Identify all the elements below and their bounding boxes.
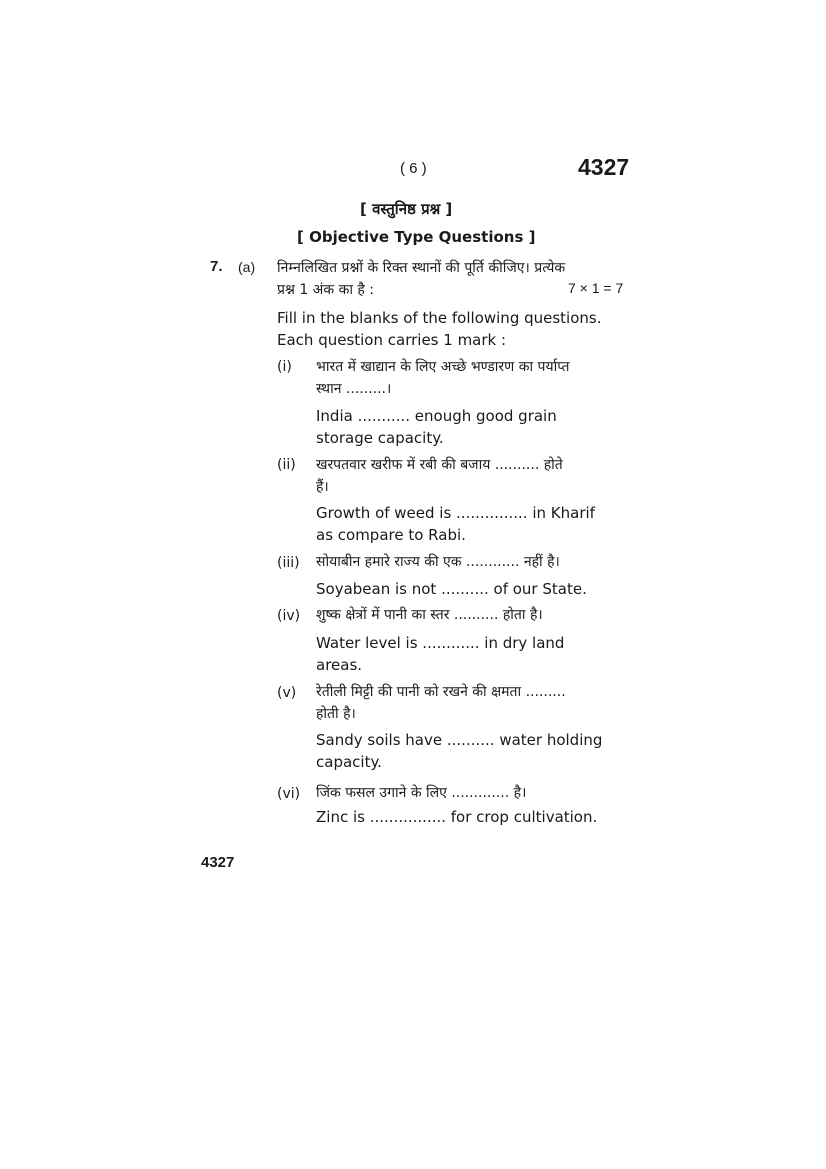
- item-english-line: as compare to Rabi.: [316, 526, 466, 544]
- item-hindi: [316, 604, 629, 626]
- item-english: [316, 502, 629, 546]
- question-part: (a): [238, 259, 256, 275]
- item-english: [316, 578, 629, 600]
- item-hindi: [316, 782, 629, 804]
- item-hindi: [316, 681, 629, 725]
- page-number: ( 6 ): [400, 160, 427, 177]
- item-hindi-line: जिंक फसल उगाने के लिए ............. है।: [316, 785, 527, 801]
- item-hindi-line: भारत में खाद्यान के लिए अच्छे भण्डारण का पर्याप्त: [316, 359, 570, 375]
- item-roman: (v): [277, 685, 297, 701]
- item-hindi-line: रेतीली मिट्टी की पानी को रखने की क्षमता .........: [316, 684, 566, 700]
- item-english: [316, 806, 629, 828]
- item-roman: (iii): [277, 555, 300, 571]
- instruction-hindi-line: प्रश्न 1 अंक का है :: [277, 282, 374, 298]
- item-english-line: Soyabean is not .......... of our State.: [316, 580, 587, 598]
- item-hindi-line: स्थान .........।: [316, 381, 392, 397]
- item-hindi-line: होती है।: [316, 706, 356, 722]
- item-english-line: areas.: [316, 656, 363, 674]
- item-hindi: [316, 356, 629, 400]
- section-title-hindi: [ वस्तुनिष्ठ प्रश्न ]: [360, 200, 453, 218]
- item-english-line: Growth of weed is ............... in Kharif: [316, 504, 595, 522]
- item-english-line: Water level is ............ in dry land: [316, 634, 565, 652]
- footer-paper-code: 4327: [201, 854, 235, 871]
- marks-scheme: 7 × 1 = 7: [568, 280, 624, 296]
- item-roman: (iv): [277, 608, 301, 624]
- section-title-english: [ Objective Type Questions ]: [297, 228, 536, 246]
- item-english: [316, 632, 629, 676]
- item-hindi-line: खरपतवार खरीफ में रबी की बजाय .......... होते: [316, 457, 563, 473]
- item-english: [316, 405, 629, 449]
- item-english: [316, 729, 629, 773]
- instruction-english-line: Each question carries 1 mark :: [277, 331, 507, 349]
- item-english-line: Zinc is ................ for crop cultivation.: [316, 808, 598, 826]
- item-roman: (vi): [277, 786, 301, 802]
- item-hindi: [316, 551, 629, 573]
- item-roman: (i): [277, 359, 292, 375]
- question-number: 7.: [210, 258, 223, 275]
- instruction-english-line: Fill in the blanks of the following questions.: [277, 309, 602, 327]
- paper-code: 4327: [578, 154, 630, 180]
- item-hindi-line: हैं।: [316, 479, 329, 495]
- instruction-hindi-line: निम्नलिखित प्रश्नों के रिक्त स्थानों की पूर्ति कीजिए। प्रत्येक: [277, 260, 566, 276]
- item-hindi-line: शुष्क क्षेत्रों में पानी का स्तर .......... होता है।: [316, 607, 543, 623]
- item-english-line: Sandy soils have .......... water holding: [316, 731, 603, 749]
- item-english-line: storage capacity.: [316, 429, 444, 447]
- item-hindi: [316, 454, 629, 498]
- item-hindi-line: सोयाबीन हमारे राज्य की एक ............ नहीं है।: [316, 554, 560, 570]
- item-english-line: capacity.: [316, 753, 382, 771]
- instruction-english: [277, 307, 629, 351]
- item-english-line: India ........... enough good grain: [316, 407, 557, 425]
- item-roman: (ii): [277, 457, 296, 473]
